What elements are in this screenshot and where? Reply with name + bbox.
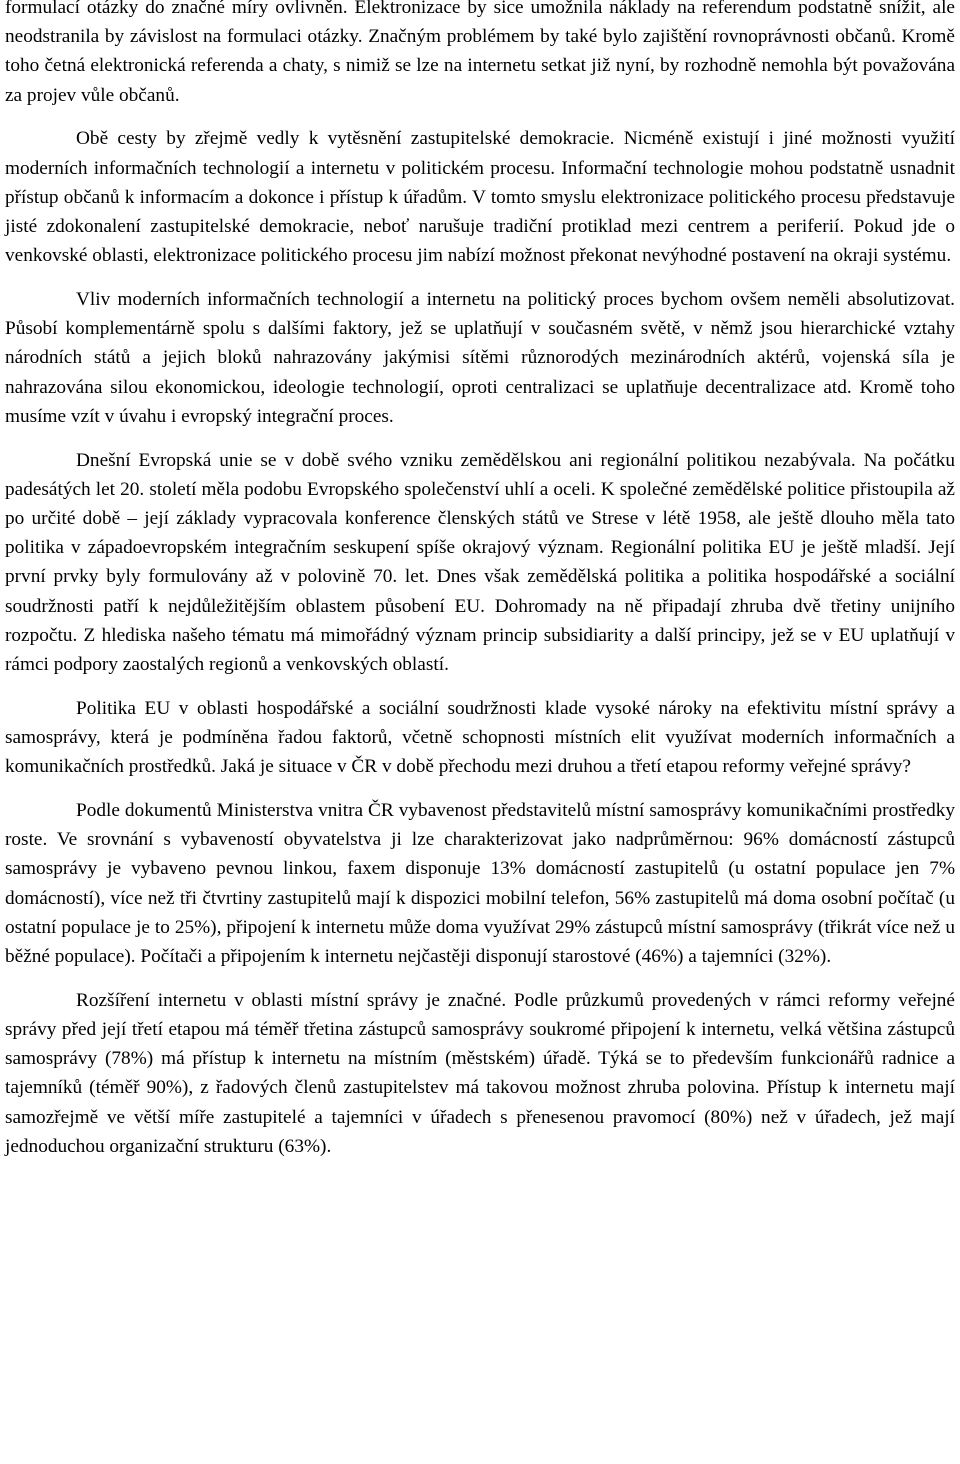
paragraph-6: Podle dokumentů Ministerstva vnitra ČR vybavenost představitelů místní samosprávy komunikačními prostředky roste. Ve srovnání s vybaveností obyvatelstva ji lze charakterizovat jako nadprůměrnou: 96% domácností zástupců samosprávy je vybaveno pevnou linkou, faxem disponuje 13% domácností zastupitelů (u ostatní populace jen 7% domácností), více než tři čtvrtiny zastupitelů mají k dispozici mobilní telefon, 56% zastupitelů má doma osobní počítač (u ostatní populace je to 25%), připojení k internetu může doma využívat 29% zástupců místní samosprávy (třikrát více než u běžné populace). Počítači a připojením k internetu nejčastěji disponují starostové (46%) a tajemníci (32%). [5,800,955,968]
paragraph-4: Dnešní Evropská unie se v době svého vzniku zemědělskou ani regionální politikou nezabývala. Na počátku padesátých let 20. století měla podobu Evropského společenství uhlí a oceli. K společné zemědělské politice přistoupila až po určité době – její základy vypracovala konference členských států ve Strese v létě 1958, ale ještě dlouho měla tato politika v západoevropském integračním seskupení spíše okrajový význam. Regionální politika EU je ještě mladší. Její první prvky byly formulovány až v polovině 70. let. Dnes však zemědělská politika a politika hospodářské a sociální soudržnosti patří k nejdůležitějším oblastem působení EU. Dohromady na ně připadají zhruba dvě třetiny unijního rozpočtu. Z hlediska našeho tématu má mimořádný význam princip subsidiarity a další principy, jež se v EU uplatňují v rámci podpory zaostalých regionů a venkovských oblastí. [5,449,955,676]
paragraph-7: Rozšíření internetu v oblasti místní správy je značné. Podle průzkumů provedených v rámci reformy veřejné správy před její třetí etapou má téměř třetina zástupců samosprávy soukromé připojení k internetu, velká většina zástupců samosprávy (78%) má přístup k internetu na místním (městském) úřadě. Týká se to především funkcionářů radnice a tajemníků (téměř 90%), z řadových členů zastupitelstev má takovou možnost zhruba polovina. Přístup k internetu mají samozřejmě ve větší míře zastupitelé a tajemníci v úřadech s přenesenou pravomocí (80%) než v úřadech, jež mají jednoduchou organizační strukturu (63%). [5,989,955,1157]
paragraph-1: formulací otázky do značné míry ovlivněn. Elektronizace by sice umožnila náklady na referendum podstatně snížit, ale neodstranila by závislost na formulaci otázky. Značným problémem by také bylo zajištění rovnoprávnosti občanů. Kromě toho četná elektronická referenda a chaty, s nimiž se lze na internetu setkat již nyní, by rozhodně nemohla být považována za projev vůle občanů. [5,0,955,106]
paragraph-5: Politika EU v oblasti hospodářské a sociální soudržnosti klade vysoké nároky na efektivitu místní správy a samosprávy, která je podmíněna řadou faktorů, včetně schopnosti místních elit využívat moderních informačních a komunikačních prostředků. Jaká je situace v ČR v době přechodu mezi druhou a třetí etapou reformy veřejné správy? [5,697,955,778]
paragraph-2: Obě cesty by zřejmě vedly k vytěsnění zastupitelské demokracie. Nicméně existují i jiné možnosti využití moderních informačních technologií a internetu v politickém procesu. Informační technologie mohou podstatně usnadnit přístup občanů k informacím a dokonce i přístup k úřadům. V tomto smyslu elektronizace politického procesu představuje jisté zdokonalení zastupitelské demokracie, neboť narušuje tradiční protiklad mezi centrem a periferií. Pokud jde o venkovské oblasti, elektronizace politického procesu jim nabízí možnost překonat nevýhodné postavení na okraji systému. [5,128,955,267]
paragraph-3: Vliv moderních informačních technologií a internetu na politický proces bychom ovšem neměli absolutizovat. Působí komplementárně spolu s dalšími faktory, jež se uplatňují v současném světě, v němž jsou hierarchické vztahy národních států a jejich bloků nahrazovány jakýmisi sítěmi různorodých mezinárodních aktérů, vojenská síla je nahrazována silou ekonomickou, ideologie technologií, oproti centralizaci se uplatňuje decentralizace atd. Kromě toho musíme vzít v úvahu i evropský integrační proces. [5,289,955,427]
